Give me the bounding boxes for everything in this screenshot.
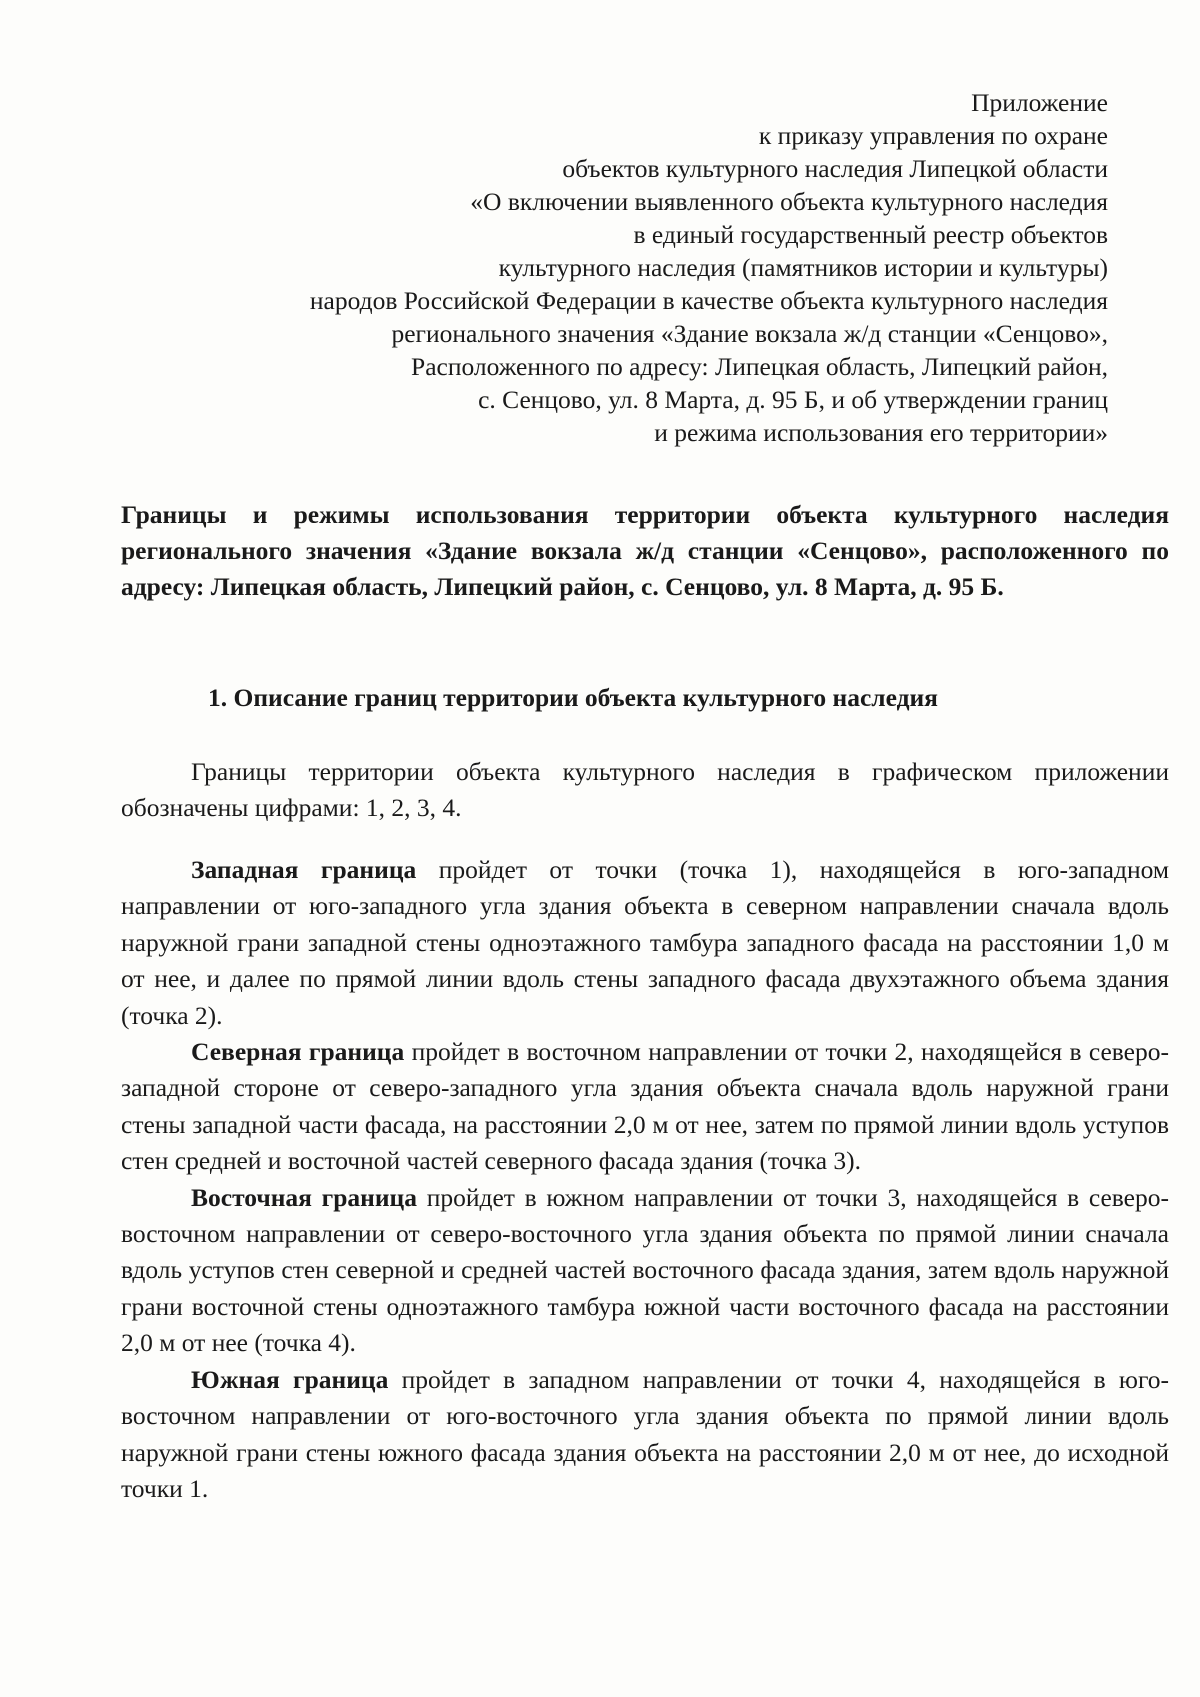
appendix-header [108,86,1108,449]
border-label: Северная граница [191,1037,405,1067]
border-label: Восточная граница [191,1182,418,1212]
border-paragraph-west [121,852,1169,1034]
border-text: пройдет в восточном направлении от точки 2, находящейся в северо-западной стороне от северо-западного угла здания объекта сначала вдоль наружной грани стены западной части фасада, на расстоянии 2,0 м от нее, затем по прямой линии вдоль уступов стен средней и восточной частей северного фасада здания (точка 3). [121,1037,1169,1176]
border-paragraph-east [121,1180,1169,1362]
appendix-line: и режима использования его территории» [654,418,1108,447]
border-paragraph-north [121,1034,1169,1180]
border-label: Западная граница [191,855,417,884]
border-text: пройдет в западном направлении от точки 4, находящейся в юго-восточном направлении от юго-восточного угла здания объекта по прямой линии вдоль наружной грани стены южного фасада здания объекта на расстоянии 2,0 м от нее, до исходной точки 1. [121,1364,1170,1503]
appendix-line: в единый государственный реестр объектов [633,220,1108,249]
intro-paragraph: Границы территории объекта культурного наследия в графическом приложении обозначены цифрами: 1, 2, 3, 4. [121,757,1169,823]
document-title: Границы и режимы использования территории объекта культурного наследия регионального значения «Здание вокзала ж/д станции «Сенцово», расположенного по адресу: Липецкая область, Липецкий район, с. Сенцово, ул. 8 Марта, д. 95 Б. [121,500,1169,601]
border-text: пройдет от точки (точка 1), находящейся в юго-западном направлении от юго-западного угла здания объекта в северном направлении сначала вдоль наружной грани западной стены одноэтажного тамбура западного фасада на расстоянии 1,0 м от нее, и далее по прямой линии вдоль стены западного фасада двухэтажного объема здания (точка 2). [121,855,1169,1030]
section-heading: 1. Описание границ территории объекта культурного наследия [208,683,938,712]
appendix-line: «О включении выявленного объекта культурного наследия [470,187,1108,216]
borders-description [121,852,1169,1507]
appendix-line: объектов культурного наследия Липецкой области [562,154,1108,183]
border-text: пройдет в южном направлении от точки 3, находящейся в северо-восточном направлении от северо-восточного угла здания объекта по прямой линии сначала вдоль уступов стен северной и средней частей восточного фасада здания, затем вдоль наружной грани восточной стены одноэтажного тамбура южной части восточного фасада на расстоянии 2,0 м от нее (точка 4). [121,1182,1169,1358]
appendix-line: к приказу управления по охране [758,121,1108,150]
appendix-line: народов Российской Федерации в качестве объекта культурного наследия [309,286,1108,315]
appendix-line: Расположенного по адресу: Липецкая область, Липецкий район, [411,352,1108,381]
appendix-line: культурного наследия (памятников истории и культуры) [498,253,1108,282]
appendix-line: Приложение [971,88,1108,117]
border-paragraph-south [121,1362,1169,1508]
appendix-line: с. Сенцово, ул. 8 Марта, д. 95 Б, и об утверждении границ [478,385,1108,414]
border-label: Южная граница [191,1364,389,1394]
appendix-line: регионального значения «Здание вокзала ж/д станции «Сенцово», [391,319,1108,348]
